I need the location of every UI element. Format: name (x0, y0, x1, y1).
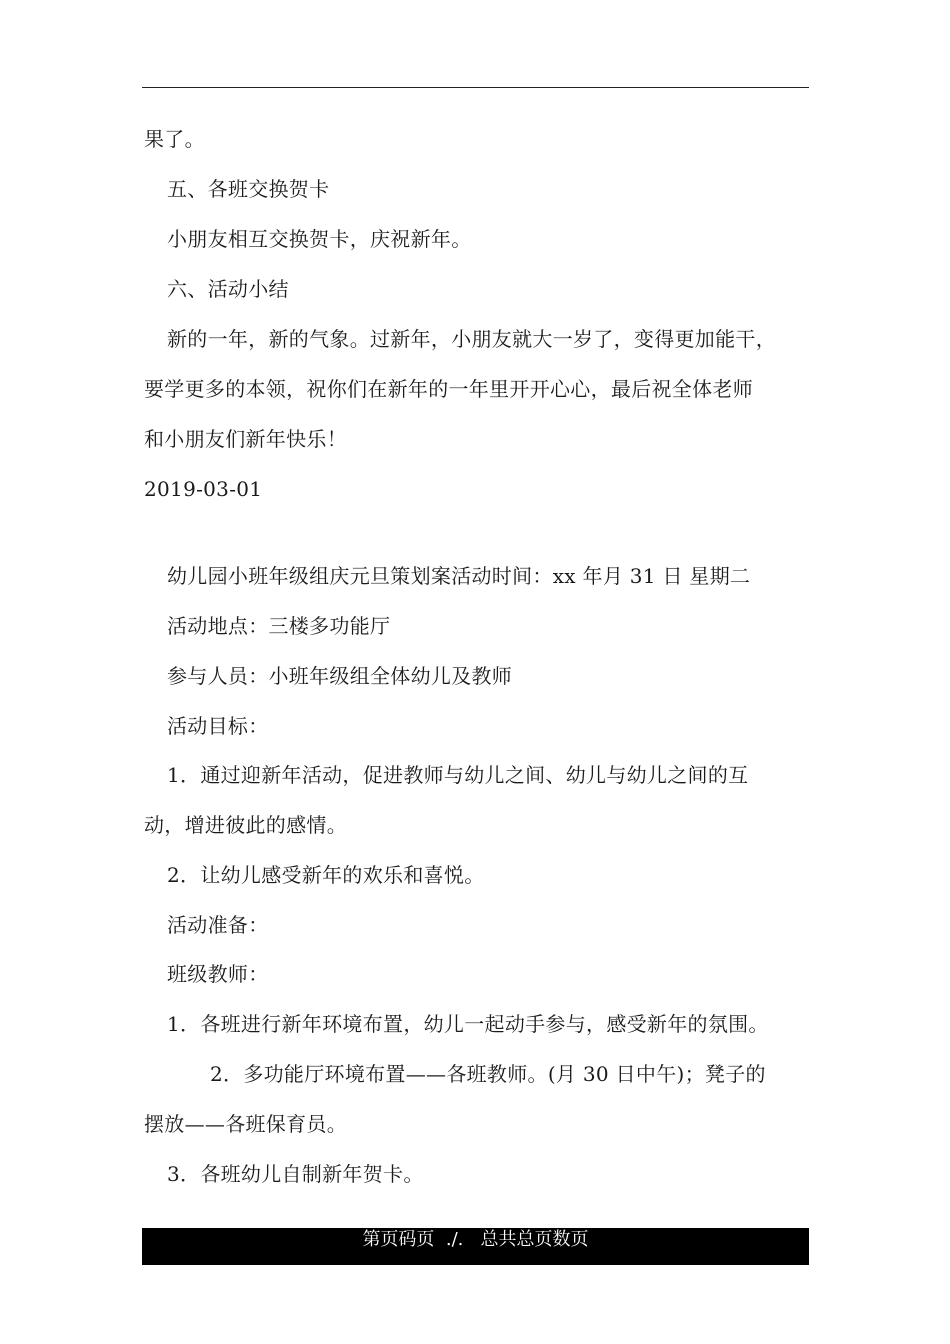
text-line: 和小朋友们新年快乐！ (144, 427, 347, 451)
text-line: 新的一年，新的气象。过新年，小朋友就大一岁了，变得更加能干， (167, 327, 776, 351)
text-line: 要学更多的本领，祝你们在新年的一年里开开心心，最后祝全体老师 (144, 377, 753, 401)
list-item: 1．通过迎新年活动，促进教师与幼儿之间、幼儿与幼儿之间的互 (167, 763, 749, 787)
section-heading: 六、活动小结 (167, 277, 289, 301)
section-heading: 五、各班交换贺卡 (167, 177, 330, 201)
plan-title-line: 幼儿园小班年级组庆元旦策划案活动时间：xx 年月 31 日 星期二 (167, 564, 751, 588)
list-item: 2．多功能厅环境布置——各班教师。(月 30 日中午)；凳子的 (210, 1062, 766, 1086)
text-line: 参与人员：小班年级组全体幼儿及教师 (167, 664, 513, 688)
text-line: 摆放——各班保育员。 (144, 1112, 347, 1136)
date-line: 2019-03-01 (144, 477, 263, 501)
text-line: 活动地点：三楼多功能厅 (167, 614, 391, 638)
list-item: 1．各班进行新年环境布置，幼儿一起动手参与，感受新年的氛围。 (167, 1012, 769, 1036)
page-number-text: 第页码页 ./. 总共总页数页 (362, 1229, 589, 1250)
header-rule (142, 87, 809, 88)
text-line: 果了。 (144, 127, 205, 151)
text-line: 小朋友相互交换贺卡，庆祝新年。 (167, 227, 472, 251)
list-item: 3．各班幼儿自制新年贺卡。 (167, 1162, 424, 1186)
text-line: 动，增进彼此的感情。 (144, 813, 347, 837)
section-heading: 活动准备： (167, 913, 269, 937)
section-heading: 班级教师： (167, 962, 269, 986)
section-heading: 活动目标： (167, 714, 269, 738)
list-item: 2．让幼儿感受新年的欢乐和喜悦。 (167, 863, 485, 887)
page-footer (142, 1228, 809, 1265)
